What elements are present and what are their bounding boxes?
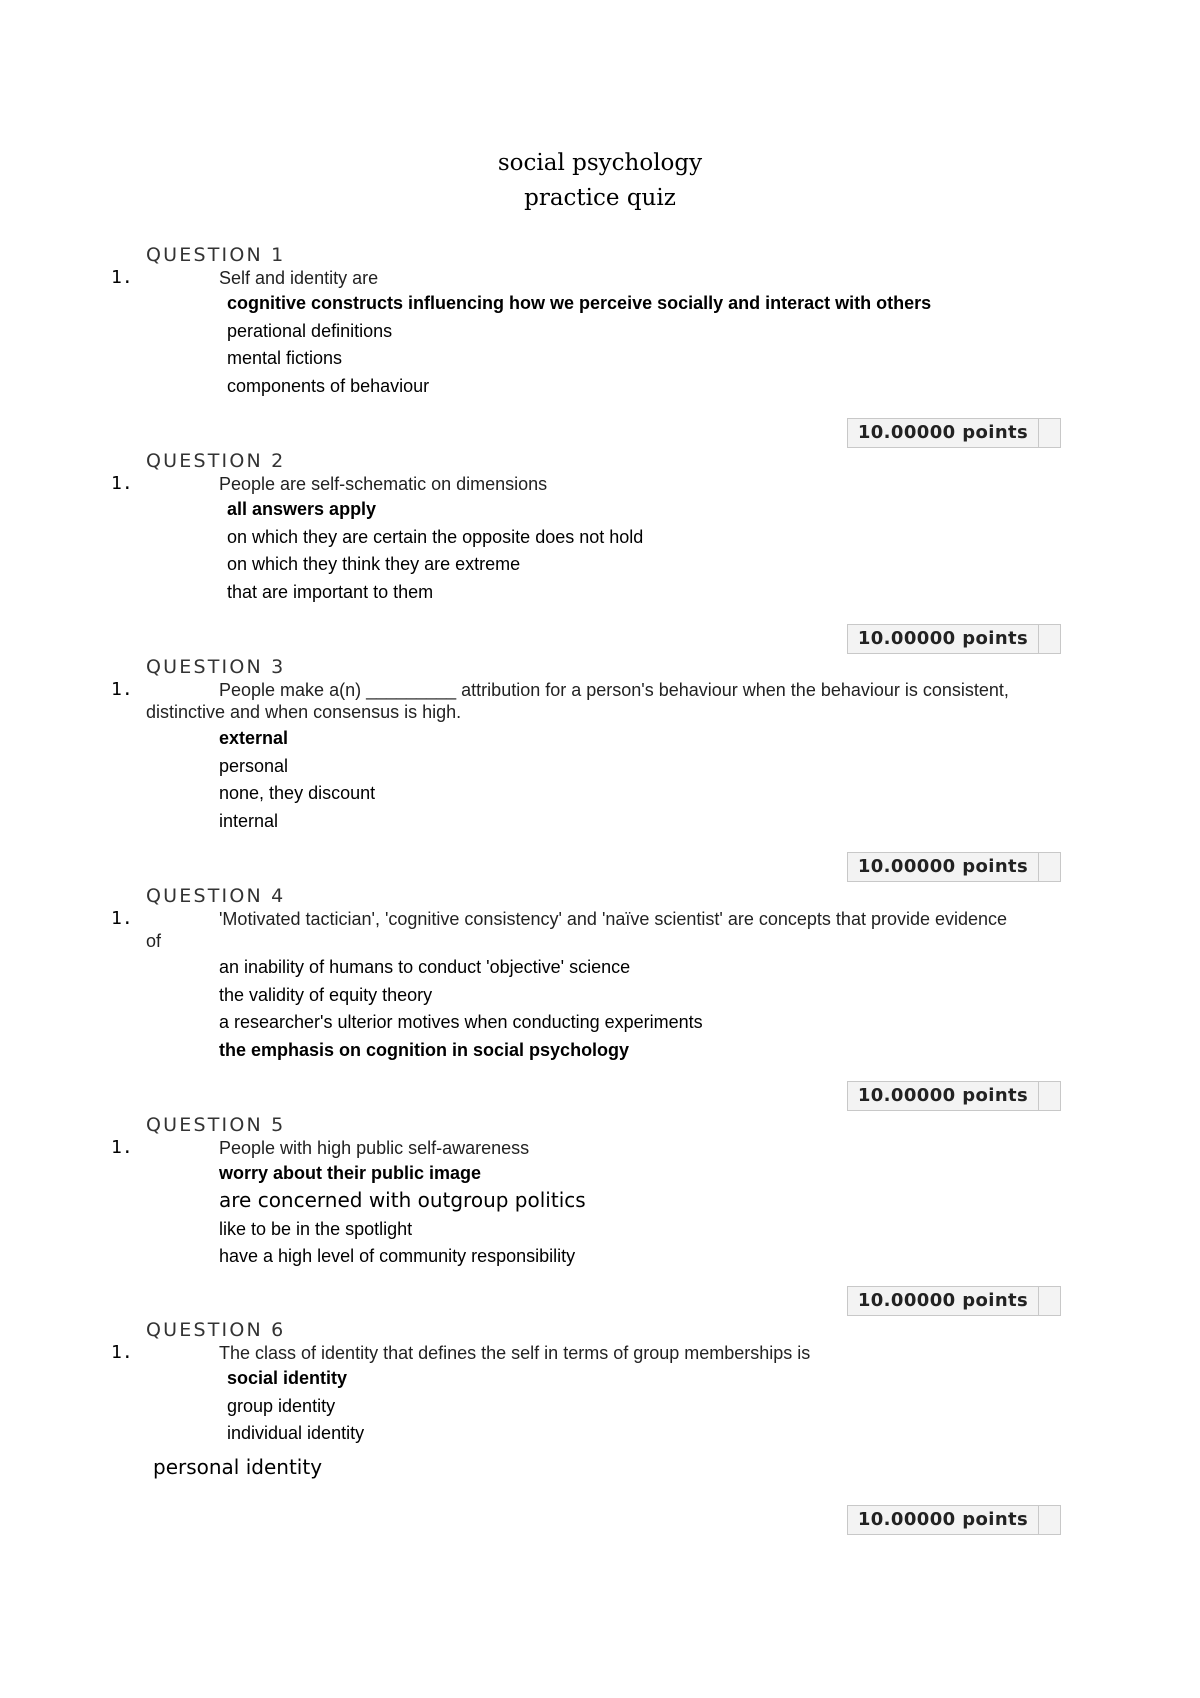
- answer-option[interactable]: are concerned with outgroup politics: [219, 1188, 586, 1212]
- answer-option[interactable]: an inability of humans to conduct 'objective' science: [219, 957, 631, 977]
- points-badge: [847, 852, 1061, 882]
- question-heading: QUESTION 2: [146, 450, 286, 472]
- question-heading: QUESTION 4: [146, 885, 286, 907]
- answer-option[interactable]: components of behaviour: [227, 376, 430, 396]
- answer-option-correct[interactable]: worry about their public image: [219, 1163, 482, 1183]
- answer-option-correct[interactable]: all answers apply: [227, 499, 377, 519]
- answer-option-correct[interactable]: the emphasis on cognition in social psychology: [219, 1040, 630, 1060]
- question-stem: People with high public self-awareness: [219, 1138, 530, 1158]
- question-stem: People are self-schematic on dimensions: [219, 474, 548, 494]
- question-stem: Self and identity are: [219, 268, 379, 288]
- points-label: 10.00000 points: [848, 419, 1039, 447]
- answer-option[interactable]: perational definitions: [227, 321, 393, 341]
- answer-option[interactable]: internal: [219, 811, 279, 831]
- answer-option-correct[interactable]: social identity: [227, 1368, 348, 1388]
- title-line-1: social psychology: [497, 150, 703, 176]
- answer-option[interactable]: individual identity: [227, 1423, 365, 1443]
- points-badge: [847, 1505, 1061, 1535]
- question-number: 1.: [111, 679, 133, 700]
- question-heading: QUESTION 6: [146, 1319, 286, 1341]
- answer-option[interactable]: none, they discount: [219, 783, 376, 803]
- points-label: 10.00000 points: [848, 1506, 1039, 1534]
- answer-option[interactable]: mental fictions: [227, 348, 343, 368]
- question-number: 1.: [111, 1137, 133, 1158]
- answer-option-correct[interactable]: cognitive constructs influencing how we perceive socially and interact with others: [227, 293, 932, 313]
- points-label: 10.00000 points: [848, 853, 1039, 881]
- question-number: 1.: [111, 267, 133, 288]
- question-number: 1.: [111, 1342, 133, 1363]
- points-badge: [847, 1081, 1061, 1111]
- points-label: 10.00000 points: [848, 1287, 1039, 1315]
- question-stem: People make a(n) _________ attribution for a person's behaviour when the behaviour is consistent, distinctive and when consensus is high.: [146, 680, 1009, 722]
- question-heading: QUESTION 3: [146, 656, 286, 678]
- answer-option-correct[interactable]: external: [219, 728, 289, 748]
- answer-option[interactable]: on which they are certain the opposite does not hold: [227, 527, 644, 547]
- answer-option[interactable]: personal identity: [153, 1455, 323, 1479]
- points-badge: [847, 1286, 1061, 1316]
- points-badge: [847, 624, 1061, 654]
- answer-option[interactable]: have a high level of community responsibility: [219, 1246, 576, 1266]
- title-line-2: practice quiz: [524, 185, 676, 211]
- question-number: 1.: [111, 473, 133, 494]
- question-stem: The class of identity that defines the self in terms of group memberships is: [219, 1343, 811, 1363]
- points-label: 10.00000 points: [848, 625, 1039, 653]
- answer-option[interactable]: a researcher's ulterior motives when conducting experiments: [219, 1012, 703, 1032]
- question-heading: QUESTION 1: [146, 244, 286, 266]
- points-label: 10.00000 points: [848, 1082, 1039, 1110]
- answer-option[interactable]: personal: [219, 756, 289, 776]
- points-badge: [847, 418, 1061, 448]
- answer-option[interactable]: group identity: [227, 1396, 336, 1416]
- answer-option[interactable]: like to be in the spotlight: [219, 1219, 413, 1239]
- answer-option[interactable]: that are important to them: [227, 582, 434, 602]
- question-number: 1.: [111, 908, 133, 929]
- answer-option[interactable]: on which they think they are extreme: [227, 554, 521, 574]
- question-heading: QUESTION 5: [146, 1114, 286, 1136]
- answer-option[interactable]: the validity of equity theory: [219, 985, 433, 1005]
- question-stem: 'Motivated tactician', 'cognitive consistency' and 'naïve scientist' are concepts that provide evidence of: [146, 909, 1008, 951]
